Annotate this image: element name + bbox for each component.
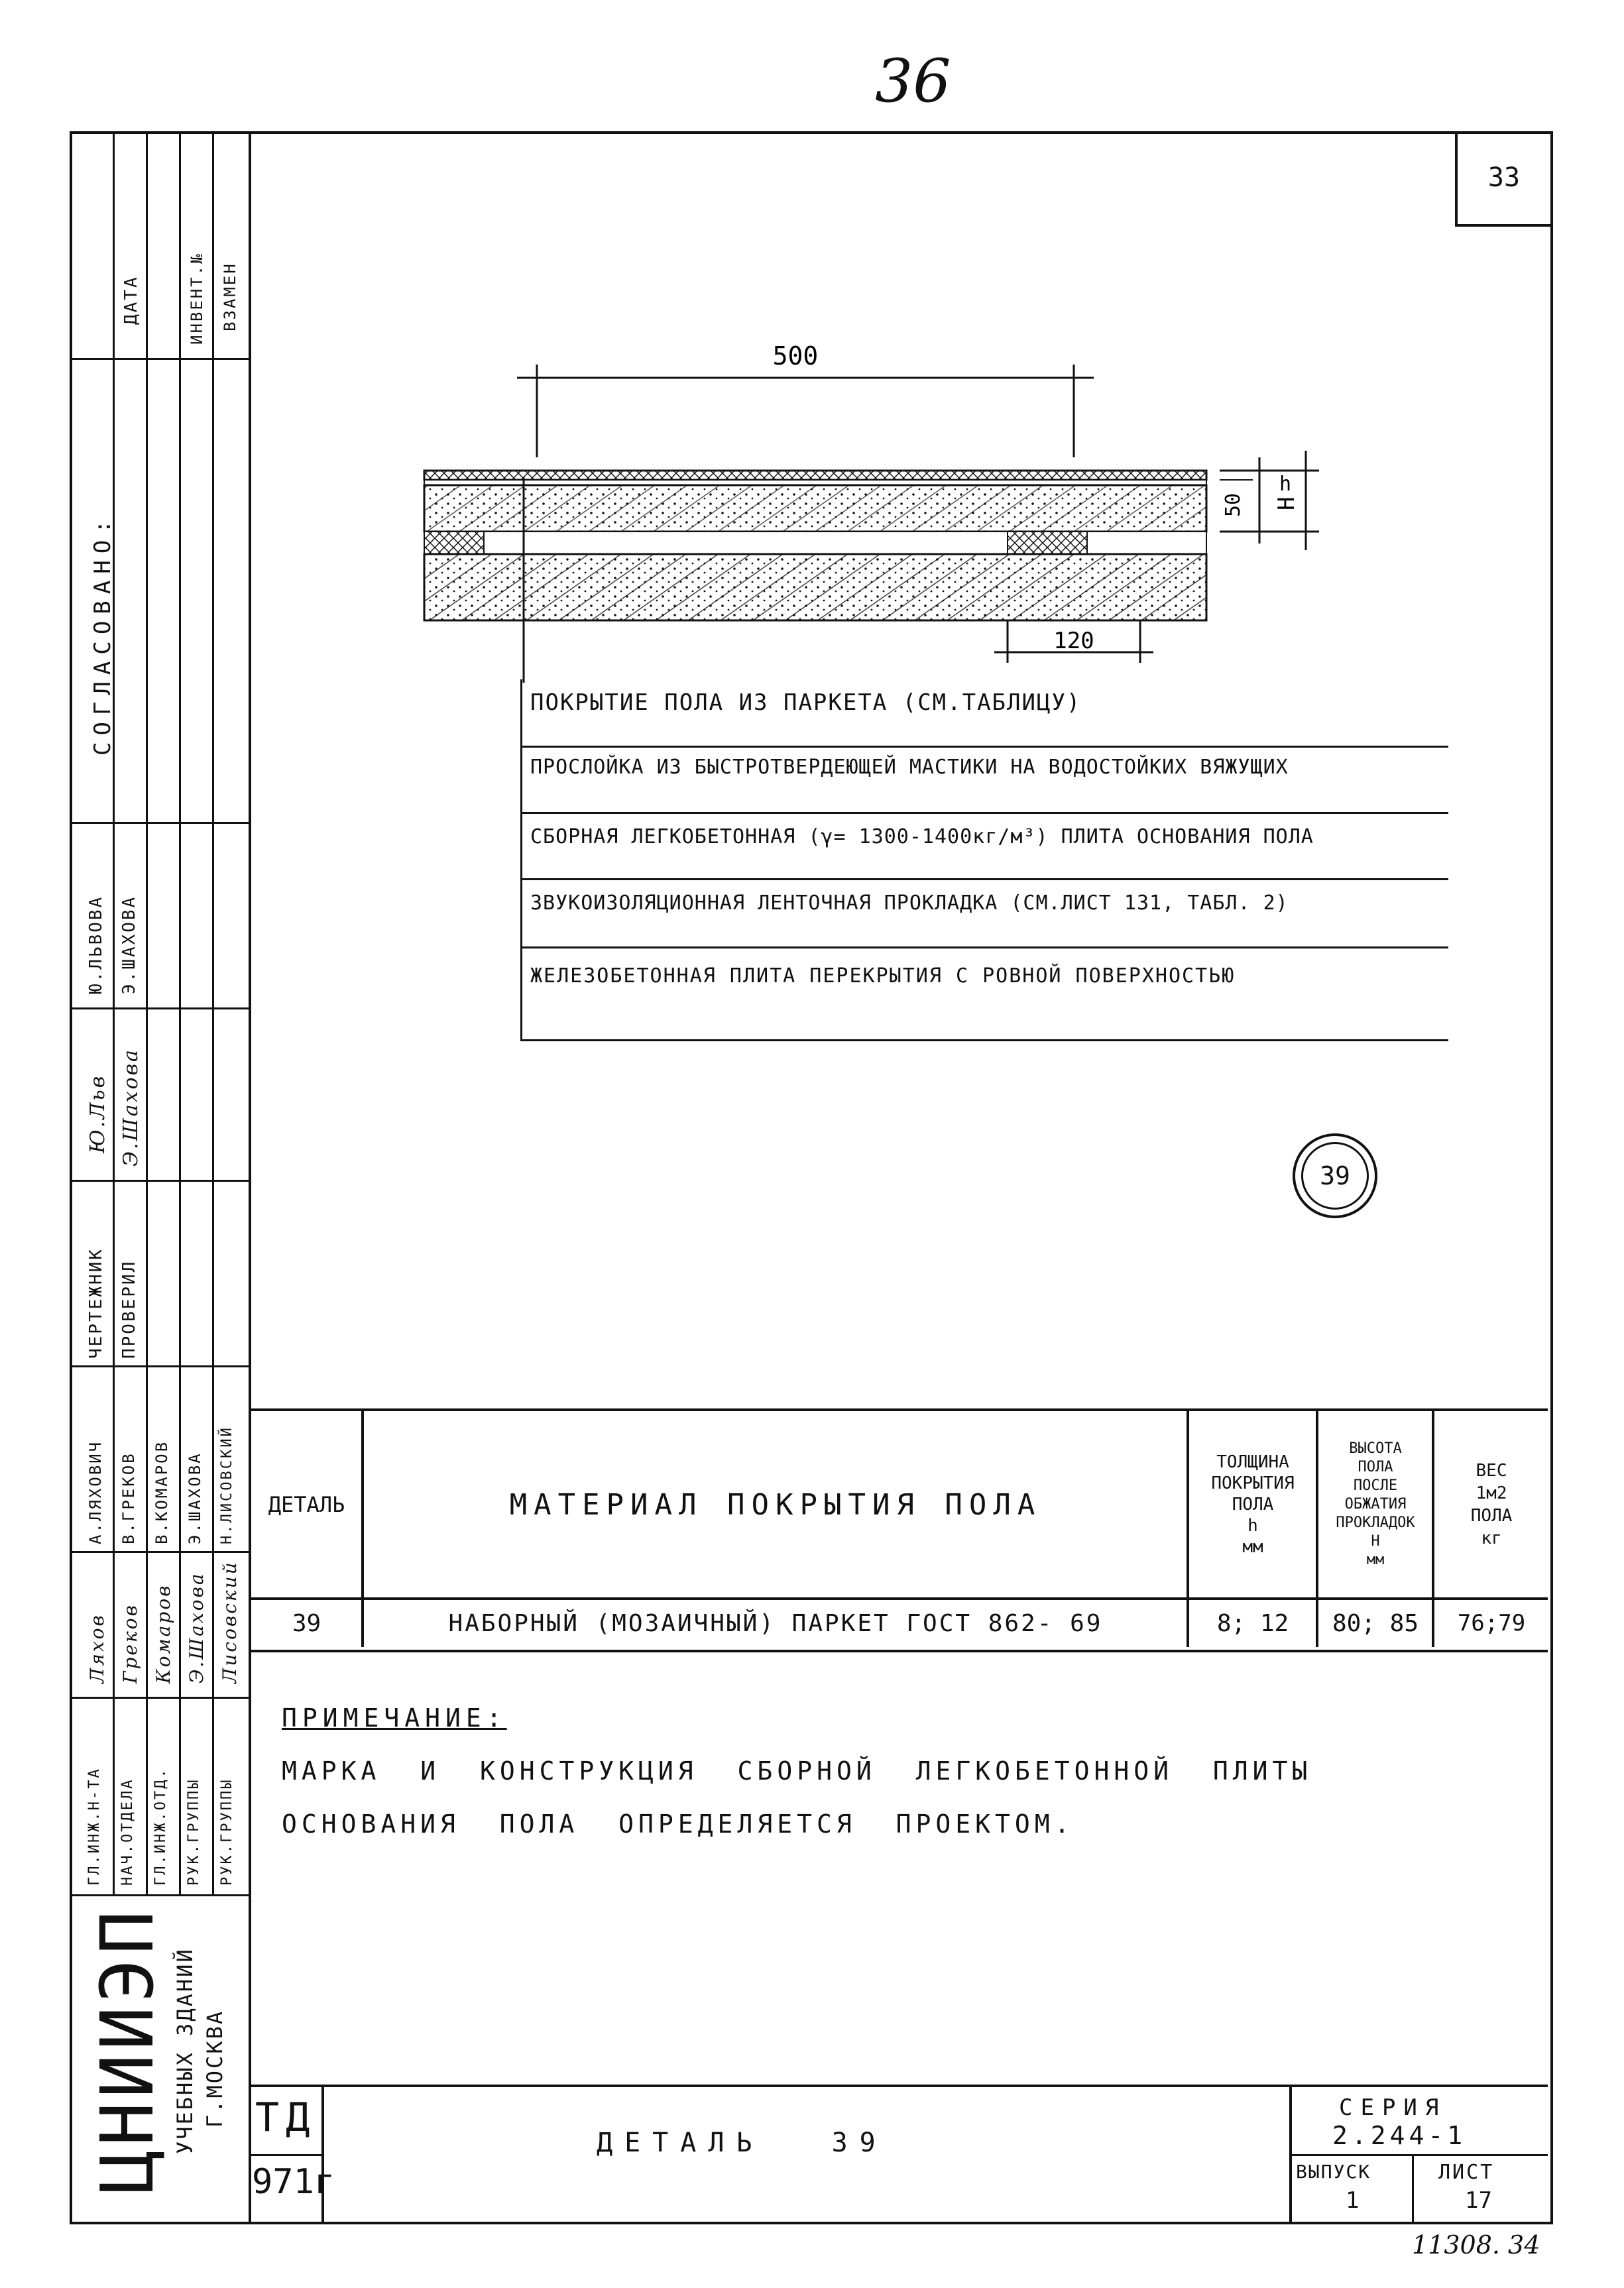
detail-marker-number: 39 [1301, 1142, 1369, 1210]
series-label: СЕРИЯ [1339, 2094, 1447, 2121]
stamp-role-3: ГЛ.ИНЖ.ОТД. [152, 1767, 169, 1886]
th-height: ВЫСОТА ПОЛА ПОСЛЕ ОБЖАТИЯ ПРОКЛАДОК Н мм [1336, 1440, 1415, 1568]
org-main: ЦНИИЭП [85, 1906, 170, 2194]
cell-material: НАБОРНЫЙ (МОЗАИЧНЫЙ) ПАРКЕТ ГОСТ 862- 69 [448, 1609, 1103, 1637]
stamp-role-1: ГЛ.ИНЖ.Н-ТА [86, 1767, 103, 1886]
callout-leader [520, 679, 522, 1041]
stamp-role2-drafter: ЧЕРТЕЖНИК [86, 1247, 106, 1359]
stamp-border [249, 131, 251, 2222]
stamp-name-3: В.КОМАРОВ [152, 1440, 171, 1544]
note-line-1: МАРКА И КОНСТРУКЦИЯ СБОРНОЙ ЛЕГКОБЕТОННОЙ ПЛИТЫ [282, 1756, 1312, 1786]
dim-bottom: 120 [1053, 628, 1094, 654]
label-H: H [1273, 496, 1300, 510]
signature-1: Ляхов [86, 1613, 108, 1684]
stamp-role2-checked: ПРОВЕРИЛ [119, 1259, 139, 1359]
signature-shakhova: Э.Шахова [119, 1048, 143, 1167]
footer-number: 11308. 34 [1412, 2230, 1540, 2259]
sheet-label: ЛИСТ [1438, 2161, 1495, 2184]
cell-detail: 39 [292, 1609, 321, 1637]
cell-height: 80; 85 [1332, 1609, 1419, 1637]
series-value: 2.244-1 [1332, 2121, 1467, 2150]
dim-top: 500 [772, 341, 819, 371]
cell-weight: 76;79 [1457, 1610, 1526, 1636]
org-sub: УЧЕБНЫХ ЗДАНИЙ [172, 1947, 198, 2154]
org-city: Г.МОСКВА [202, 2009, 227, 2128]
stamp-name-4: Э.ШАХОВА [186, 1452, 204, 1544]
sheet-value: 17 [1465, 2187, 1492, 2214]
issue-label: ВЫПУСК [1296, 2161, 1371, 2183]
title-main: ДЕТАЛЬ 39 [597, 2128, 888, 2158]
stamp-name-5: Н.ЛИСОВСКИЙ [219, 1426, 235, 1544]
issue-value: 1 [1346, 2187, 1360, 2214]
layer-callout-3: СБОРНАЯ ЛЕГКОБЕТОННАЯ (γ= 1300-1400кг/м³) ПЛИТА ОСНОВАНИЯ ПОЛА [530, 825, 1314, 848]
page-number: 36 [875, 46, 951, 116]
stamp-role-2: НАЧ.ОТДЕЛА [119, 1778, 136, 1886]
th-thickness: ТОЛЩИНА ПОКРЫТИЯ ПОЛА h мм [1211, 1452, 1295, 1557]
layer-callout-2: ПРОСЛОЙКА ИЗ БЫСТРОТВЕРДЕЮЩЕЙ МАСТИКИ НА ВОДОСТОЙКИХ ВЯЖУЩИХ [530, 756, 1289, 779]
stamp-approval-heading: СОГЛАСОВАНО: [89, 513, 116, 756]
signature-4: Э.Шахова [186, 1572, 207, 1684]
stamp-name2-lvova: Ю.ЛЬВОВА [86, 895, 106, 994]
signature-5: Лисовский [219, 1560, 241, 1684]
layer-callout-5: ЖЕЛЕЗОБЕТОННАЯ ПЛИТА ПЕРЕКРЫТИЯ С РОВНОЙ ПОВЕРХНОСТЬЮ [530, 964, 1236, 988]
stamp-name2-shakhova: Э.ШАХОВА [119, 895, 139, 994]
signature-3: Комаров [152, 1583, 174, 1684]
title-code-bottom: 971г [252, 2162, 335, 2202]
th-weight: ВЕС 1м2 ПОЛА кг [1470, 1461, 1513, 1548]
stamp-name-1: А.ЛЯХОВИЧ [86, 1440, 105, 1544]
th-material: МАТЕРИАЛ ПОКРЫТИЯ ПОЛА [509, 1487, 1042, 1522]
title-block-top [249, 2085, 1548, 2087]
stamp-inventory-label: ИНВЕНТ.№ [188, 252, 206, 345]
stamp-replaced-label: ВЗАМЕН [221, 262, 239, 331]
stamp-name-2: В.ГРЕКОВ [119, 1452, 138, 1544]
dim-right-50: 50 [1222, 492, 1245, 517]
detail-marker [1293, 1133, 1377, 1218]
label-h: h [1279, 473, 1292, 496]
note-heading: ПРИМЕЧАНИЕ: [282, 1703, 507, 1733]
sheet-badge [1455, 131, 1550, 227]
title-code-top: ТД [255, 2094, 317, 2141]
stamp-role-4: РУК.ГРУППЫ [186, 1778, 202, 1886]
floor-section-drawing [398, 325, 1326, 683]
layer-callout-4: ЗВУКОИЗОЛЯЦИОННАЯ ЛЕНТОЧНАЯ ПРОКЛАДКА (СМ.ЛИСТ 131, ТАБЛ. 2) [530, 891, 1289, 915]
th-detail: ДЕТАЛЬ [268, 1492, 345, 1517]
note-line-2: ОСНОВАНИЯ ПОЛА ОПРЕДЕЛЯЕТСЯ ПРОЕКТОМ. [282, 1809, 1074, 1839]
stamp-role-5: РУК.ГРУППЫ [219, 1778, 235, 1886]
cell-thickness: 8; 12 [1216, 1609, 1289, 1637]
sheet-badge-number: 33 [1487, 162, 1521, 193]
signature-2: Греков [119, 1603, 141, 1684]
stamp-date-label: ДАТА [121, 275, 141, 325]
layer-callout-1: ПОКРЫТИЕ ПОЛА ИЗ ПАРКЕТА (СМ.ТАБЛИЦУ) [530, 689, 1082, 716]
table-row [252, 1600, 361, 1646]
signature-lvova: Ю.Льв [86, 1074, 109, 1153]
